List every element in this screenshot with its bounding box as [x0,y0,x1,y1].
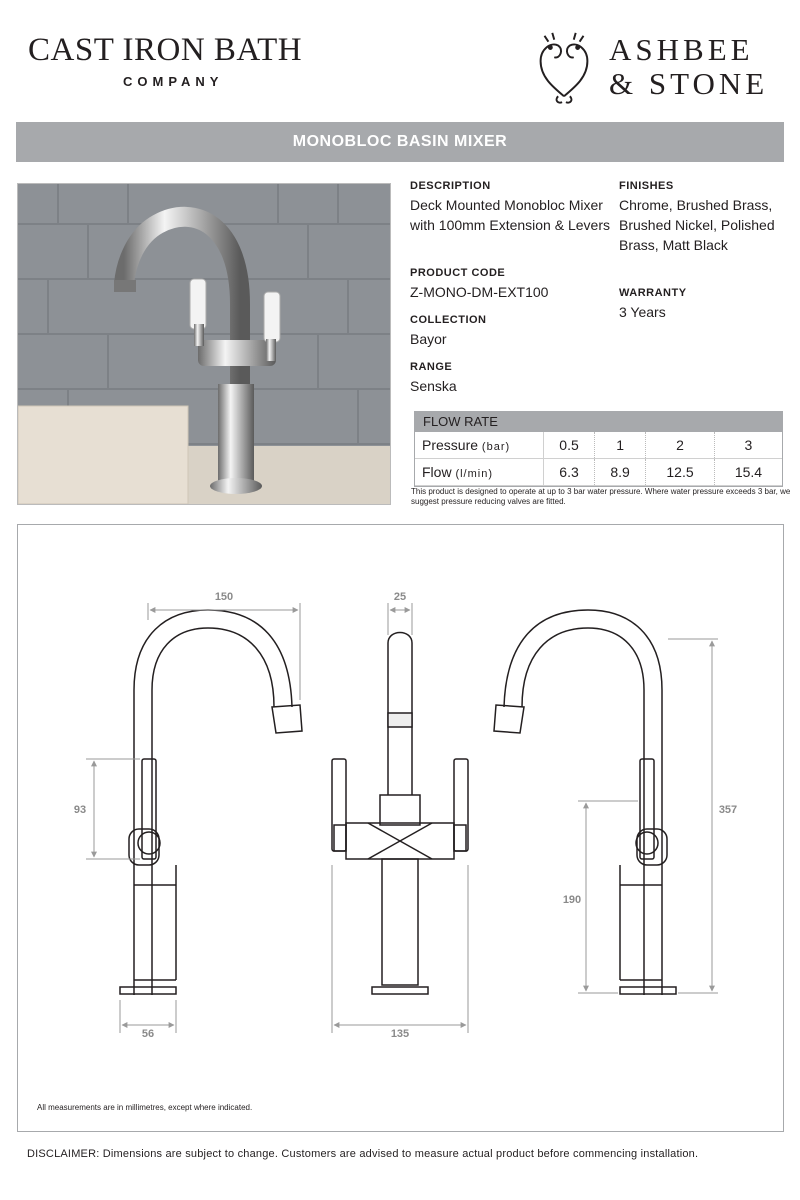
pressure-note: This product is designed to operate at up to 3 bar water pressure. Where water pressure exceeds 3 bar, we suggest pressure reducing valves are fitted. [411,487,791,506]
spec-description [410,180,610,235]
brand-name: CAST IRON BATH [28,32,303,68]
pressure-label: Pressure [422,437,479,453]
spec-value: Bayor [410,331,447,347]
brand-words [609,33,768,101]
dim-base-diameter: 56 [141,1028,155,1040]
pressure-row [415,432,782,459]
spec-collection [410,314,610,349]
spec-value: Chrome, Brushed Brass, Brushed Nickel, Polished Brass, Matt Black [619,197,775,253]
flow-value: 12.5 [646,459,715,486]
spec-finishes [619,180,791,255]
flow-rate-title: FLOW RATE [415,412,782,432]
flow-rate-grid [415,432,782,486]
spec-value: Deck Mounted Monobloc Mixer with 100mm Extension & Levers [410,197,610,233]
spec-value: 3 Years [619,304,666,320]
spec-label: PRODUCT CODE [410,267,506,279]
flow-rate-table [414,411,783,487]
spec-range [410,361,610,396]
page-title: MONOBLOC BASIN MIXER [16,122,784,162]
pressure-value: 0.5 [544,432,595,459]
flow-unit: (l/min) [455,468,494,480]
pressure-value: 2 [646,432,715,459]
brand-line-1: ASHBEE [609,32,754,67]
pressure-label-cell [415,432,544,459]
technical-drawing [18,525,783,1131]
spec-label: WARRANTY [619,287,687,299]
front-view-drawing [332,633,468,995]
tap-photo-image [18,184,390,504]
brand-sub: COMPANY [123,74,224,89]
brand-line-2: & STONE [609,66,769,101]
pressure-unit: (bar) [481,441,511,453]
ashbee-stone-logo [525,28,768,106]
measurement-note: All measurements are in millimetres, except where indicated. [37,1103,253,1112]
dim-spout-width: 25 [393,591,407,603]
spec-label: FINISHES [619,180,674,192]
spec-label: DESCRIPTION [410,180,491,192]
dim-lever-height: 93 [73,804,87,816]
technical-drawing-panel [17,524,784,1132]
product-photo [17,183,391,505]
spec-value: Senska [410,378,457,394]
spec-label: COLLECTION [410,314,487,326]
side-view-left-drawing [120,610,302,995]
flow-label: Flow [422,464,452,480]
side-view-right-drawing [494,610,676,995]
dim-total-height: 357 [718,804,738,816]
pressure-value: 3 [714,432,782,459]
pressure-value: 1 [595,432,646,459]
disclaimer: DISCLAIMER: Dimensions are subject to change. Customers are advised to measure actual product before commencing installation. [27,1148,699,1160]
seahorse-emblem-icon [525,28,603,106]
spec-warranty [619,287,791,322]
flow-label-cell [415,459,544,486]
flow-value: 6.3 [544,459,595,486]
spec-product-code [410,267,610,302]
flow-row [415,459,782,486]
dimension-lines [86,603,718,1033]
flow-value: 8.9 [595,459,646,486]
spec-label: RANGE [410,361,453,373]
dim-body-height: 190 [562,894,582,906]
spec-value: Z-MONO-DM-EXT100 [410,284,549,300]
dim-spout-reach: 150 [214,591,234,603]
cast-iron-bath-logo [28,32,302,89]
flow-value: 15.4 [714,459,782,486]
dim-handle-span: 135 [390,1028,410,1040]
